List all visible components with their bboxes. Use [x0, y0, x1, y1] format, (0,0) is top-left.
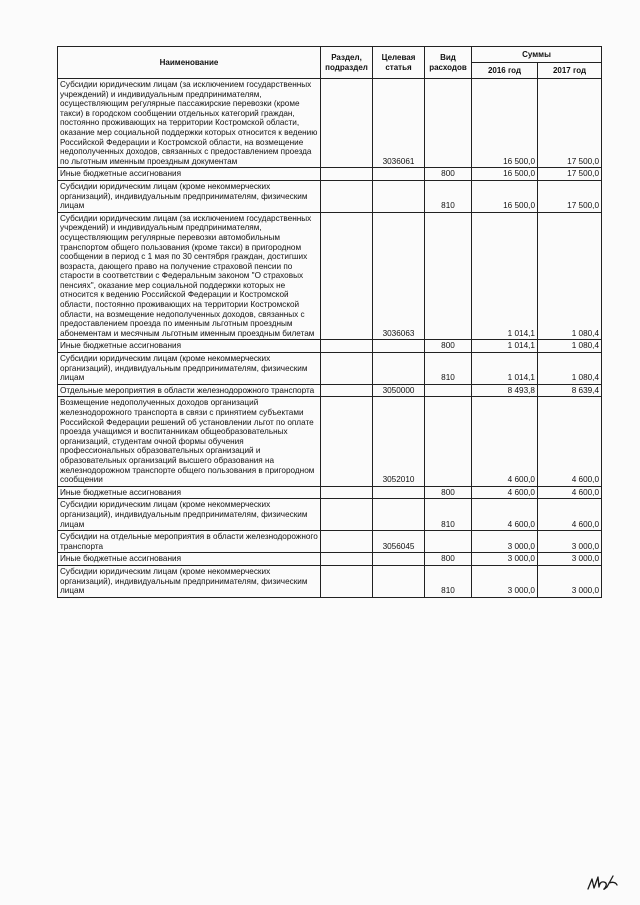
- row-name: Иные бюджетные ассигнования: [58, 340, 321, 353]
- row-type: 810: [425, 565, 472, 597]
- row-sum-2016: 4 600,0: [472, 499, 538, 531]
- row-name: Субсидии юридическим лицам (кроме некоммерческих организаций), индивидуальным предпринимателям, физическим лицам: [58, 353, 321, 385]
- header-section: Раздел, подраздел: [321, 47, 373, 79]
- row-type: 810: [425, 499, 472, 531]
- row-name: Иные бюджетные ассигнования: [58, 168, 321, 181]
- row-section: [321, 553, 373, 566]
- row-sum-2016: 1 014,1: [472, 212, 538, 340]
- row-sum-2017: 1 080,4: [538, 340, 602, 353]
- row-sum-2017: 17 500,0: [538, 168, 602, 181]
- header-row: [58, 47, 602, 63]
- row-section: [321, 565, 373, 597]
- table-row: [58, 565, 602, 597]
- table-row: [58, 553, 602, 566]
- row-sum-2016: 16 500,0: [472, 168, 538, 181]
- table-row: [58, 212, 602, 340]
- header-year-2017: 2017 год: [538, 63, 602, 79]
- row-type: [425, 384, 472, 397]
- row-sum-2017: 3 000,0: [538, 531, 602, 553]
- row-section: [321, 486, 373, 499]
- header-name: Наименование: [58, 47, 321, 79]
- row-sum-2016: 8 493,8: [472, 384, 538, 397]
- row-name: Субсидии юридическим лицам (кроме некоммерческих организаций), индивидуальным предпринимателям, физическим лицам: [58, 499, 321, 531]
- row-sum-2016: 3 000,0: [472, 565, 538, 597]
- row-type: 800: [425, 486, 472, 499]
- row-sum-2016: 16 500,0: [472, 79, 538, 168]
- row-type: [425, 397, 472, 486]
- row-sum-2016: 3 000,0: [472, 531, 538, 553]
- row-target: [373, 565, 425, 597]
- row-section: [321, 499, 373, 531]
- table-row: [58, 486, 602, 499]
- row-target: [373, 486, 425, 499]
- row-name: Субсидии юридическим лицам (за исключением государственных учреждений) и индивидуальным предпринимателям, осуществляющим регулярные перевозки автомобильным транспортом общего пользования (кроме такси) в пригородном сообщении в период с 1 мая по 30 сентября граждан, достигших возраста, дающего право на получение страховой пенсии по старости в соответствии с Федеральным законом "О страховых пенсиях", оказание мер социальной поддержки которых не относится к ведению Российской Федерации и Костромской области, постоянно проживающих на территории Костромской области, на возмещение недополученных доходов, связанных с предоставлением проезда по именным льготным проездным абонементам и месячным льготным именным проездным билетам: [58, 212, 321, 340]
- row-sum-2016: 1 014,1: [472, 340, 538, 353]
- row-sum-2017: 1 080,4: [538, 353, 602, 385]
- row-target: [373, 553, 425, 566]
- row-target: 3036063: [373, 212, 425, 340]
- table-row: [58, 353, 602, 385]
- row-name: Иные бюджетные ассигнования: [58, 486, 321, 499]
- row-name: Субсидии юридическим лицам (за исключением государственных учреждений) и индивидуальным предпринимателям, осуществляющим регулярные пассажирские перевозки (кроме такси) в городском сообщении отдельных категорий граждан, постоянно проживающих на территории Костромской области, оказание мер социальной поддержки которых относится к ведению Российской Федерации и Костромской области, на возмещение недополученных доходов, связанных с предоставлением проезда по льготным именным проездным документам: [58, 79, 321, 168]
- handwritten-signature: [585, 871, 619, 893]
- row-type: 810: [425, 353, 472, 385]
- row-sum-2017: 17 500,0: [538, 180, 602, 212]
- row-name: Иные бюджетные ассигнования: [58, 553, 321, 566]
- row-sum-2017: 1 080,4: [538, 212, 602, 340]
- row-name: Субсидии на отдельные мероприятия в области железнодорожного транспорта: [58, 531, 321, 553]
- row-section: [321, 79, 373, 168]
- row-sum-2016: 3 000,0: [472, 553, 538, 566]
- row-type: 810: [425, 180, 472, 212]
- row-sum-2017: 17 500,0: [538, 79, 602, 168]
- row-sum-2017: 4 600,0: [538, 397, 602, 486]
- table-row: [58, 79, 602, 168]
- row-sum-2016: 16 500,0: [472, 180, 538, 212]
- row-name: Субсидии юридическим лицам (кроме некоммерческих организаций), индивидуальным предпринимателям, физическим лицам: [58, 180, 321, 212]
- row-type: 800: [425, 553, 472, 566]
- row-target: [373, 168, 425, 181]
- row-sum-2017: 3 000,0: [538, 553, 602, 566]
- header-sums: Суммы: [472, 47, 602, 63]
- table-row: [58, 384, 602, 397]
- row-section: [321, 353, 373, 385]
- row-section: [321, 168, 373, 181]
- header-type: Вид расходов: [425, 47, 472, 79]
- row-target: 3050000: [373, 384, 425, 397]
- row-target: 3052010: [373, 397, 425, 486]
- row-sum-2017: 4 600,0: [538, 486, 602, 499]
- row-type: 800: [425, 168, 472, 181]
- table-row: [58, 499, 602, 531]
- header-target: Целевая статья: [373, 47, 425, 79]
- row-type: [425, 212, 472, 340]
- row-sum-2016: 4 600,0: [472, 397, 538, 486]
- row-target: [373, 180, 425, 212]
- row-name: Возмещение недополученных доходов организаций железнодорожного транспорта в связи с принятием субъектами Российской Федерации решений об установлении льгот по оплате проезда учащимся и воспитанникам общеобразовательных организаций, студентам очной формы обучения профессиональных образовательных организаций и образовательных организаций высшего образования на железнодорожном транспорте общего пользования в пригородном сообщении: [58, 397, 321, 486]
- table-row: [58, 340, 602, 353]
- row-sum-2016: 4 600,0: [472, 486, 538, 499]
- row-sum-2017: 8 639,4: [538, 384, 602, 397]
- row-sum-2016: 1 014,1: [472, 353, 538, 385]
- row-target: 3056045: [373, 531, 425, 553]
- budget-table: [57, 46, 602, 598]
- table-row: [58, 168, 602, 181]
- row-target: [373, 353, 425, 385]
- row-target: 3036061: [373, 79, 425, 168]
- row-name: Субсидии юридическим лицам (кроме некоммерческих организаций), индивидуальным предпринимателям, физическим лицам: [58, 565, 321, 597]
- row-type: [425, 531, 472, 553]
- row-section: [321, 212, 373, 340]
- row-target: [373, 499, 425, 531]
- row-section: [321, 531, 373, 553]
- row-section: [321, 397, 373, 486]
- row-type: [425, 79, 472, 168]
- row-sum-2017: 4 600,0: [538, 499, 602, 531]
- row-section: [321, 340, 373, 353]
- table-row: [58, 531, 602, 553]
- row-section: [321, 384, 373, 397]
- row-type: 800: [425, 340, 472, 353]
- table-row: [58, 397, 602, 486]
- row-section: [321, 180, 373, 212]
- row-sum-2017: 3 000,0: [538, 565, 602, 597]
- row-name: Отдельные мероприятия в области железнодорожного транспорта: [58, 384, 321, 397]
- header-year-2016: 2016 год: [472, 63, 538, 79]
- table-row: [58, 180, 602, 212]
- row-target: [373, 340, 425, 353]
